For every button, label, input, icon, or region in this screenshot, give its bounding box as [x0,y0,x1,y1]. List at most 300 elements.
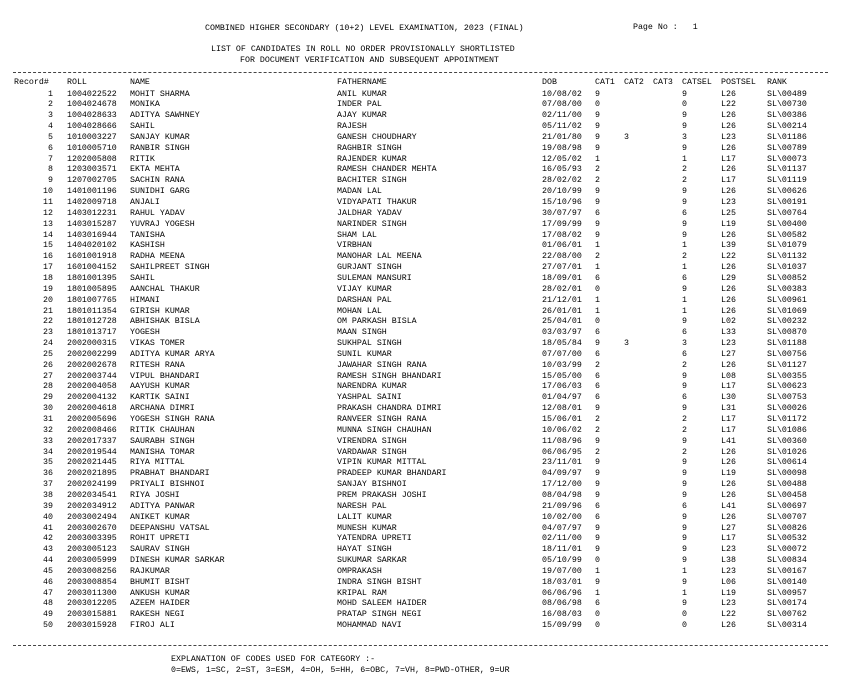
cell-roll: 2002021445 [67,458,117,468]
cell-fathername: VIJAY KUMAR [337,284,392,294]
cell-cat1: 0 [595,317,600,327]
cell-cat1: 6 [595,501,600,511]
cell-rank: SL\00355 [767,371,807,381]
cell-cat1: 9 [595,230,600,240]
cell-name: SUNIDHI GARG [130,187,190,197]
cell-fathername: VIRENDRA SINGH [337,436,407,446]
cell-catsel: 1 [682,295,687,305]
cell-name: RADHA MEENA [130,252,185,262]
cell-roll: 2002008466 [67,425,117,435]
cell-rank: SL\00789 [767,143,807,153]
cell-rank: SL\01137 [767,165,807,175]
cell-fathername: RAJENDER KUMAR [337,154,407,164]
cell-fathername: AJAY KUMAR [337,111,387,121]
cell-fathername: NARESH PAL [337,501,387,511]
cell-postsel: L26 [721,89,736,99]
cell-postsel: L26 [721,122,736,132]
cell-dob: 15/06/01 [542,415,582,424]
cell-postsel: L30 [721,393,736,403]
cell-dob: 17/12/00 [542,480,582,490]
cell-dob: 10/06/02 [542,425,582,435]
cell-name: SAURAV SINGH [130,545,190,555]
table-row [0,426,844,437]
cell-dob: 01/06/01 [542,241,582,251]
cell-record: 2 [48,100,53,110]
cell-cat1: 6 [595,371,600,381]
cell-cat1: 9 [595,89,600,99]
cell-postsel: L26 [721,295,736,305]
table-row [0,165,844,176]
cell-catsel: 9 [682,534,687,544]
cell-fathername: PREM PRAKASH JOSHI [337,490,427,500]
cell-postsel: L38 [721,556,736,566]
cell-name: MONIKA [130,100,160,110]
cell-postsel: L26 [721,447,736,457]
cell-fathername: PRATAP SINGH NEGI [337,610,422,620]
cell-cat2: 3 [624,132,629,142]
cell-postsel: L22 [721,610,736,620]
cell-rank: SL\00232 [767,317,807,327]
cell-roll: 1004028666 [67,122,117,132]
cell-cat1: 9 [595,111,600,121]
cell-record: 22 [43,317,53,327]
col-header-cat3: CAT3 [653,78,673,87]
cell-record: 33 [43,436,53,446]
cell-rank: SL\00098 [767,469,807,479]
cell-catsel: 1 [682,588,687,598]
cell-rank: SL\00626 [767,187,807,197]
cell-dob: 15/05/00 [542,371,582,381]
cell-name: KARTIK SAINI [130,393,190,403]
table-row [0,231,844,242]
cell-roll: 2003003395 [67,534,117,544]
cell-fathername: INDRA SINGH BISHT [337,577,422,587]
table-row [0,437,844,448]
cell-name: FIROJ ALI [130,621,175,631]
cell-record: 34 [43,447,53,457]
cell-record: 42 [43,534,53,544]
cell-dob: 16/08/03 [542,610,582,620]
cell-dob: 23/11/01 [542,458,582,468]
cell-record: 16 [43,252,53,262]
cell-catsel: 9 [682,219,687,229]
table-row [0,458,844,469]
cell-cat1: 2 [595,165,600,175]
cell-fathername: MOHAMMAD NAVI [337,621,402,631]
cell-name: SAHIL [130,273,155,283]
cell-postsel: L17 [721,382,736,392]
cell-cat1: 9 [595,219,600,229]
cell-fathername: MOHD SALEEM HAIDER [337,599,427,609]
cell-rank: SL\00488 [767,480,807,490]
cell-dob: 18/05/84 [542,339,582,349]
cell-fathername: VIPIN KUMAR MITTAL [337,458,427,468]
cell-postsel: L29 [721,273,736,283]
cell-cat1: 9 [595,187,600,197]
cell-catsel: 9 [682,523,687,533]
cell-roll: 1801001395 [67,273,117,283]
table-row [0,307,844,318]
cell-roll: 2003015881 [67,610,117,620]
cell-roll: 2003002670 [67,523,117,533]
cell-catsel: 9 [682,512,687,522]
cell-roll: 1601004152 [67,263,117,273]
cell-dob: 21/09/96 [542,501,582,511]
cell-name: MOHIT SHARMA [130,89,190,99]
col-header-name: NAME [130,78,150,87]
cell-catsel: 9 [682,111,687,121]
cell-dob: 27/07/01 [542,263,582,273]
cell-roll: 2002000315 [67,339,117,349]
cell-name: RIYA MITTAL [130,458,185,468]
cell-roll: 1801007765 [67,295,117,305]
cell-rank: SL\00383 [767,284,807,294]
cell-rank: SL\01037 [767,263,807,273]
cell-fathername: MUNNA SINGH CHAUHAN [337,425,432,435]
cell-name: ANJALI [130,198,160,207]
cell-cat1: 2 [595,252,600,262]
cell-postsel: L26 [721,490,736,500]
cell-catsel: 1 [682,263,687,273]
cell-fathername: VIRBHAN [337,241,372,251]
cell-catsel: 9 [682,469,687,479]
table-row [0,317,844,328]
table-row [0,469,844,480]
cell-record: 18 [43,273,53,283]
cell-record: 15 [43,241,53,251]
cell-roll: 1010003227 [67,132,117,142]
cell-catsel: 0 [682,621,687,631]
cell-name: BHUMIT BISHT [130,577,190,587]
table-row [0,404,844,415]
cell-record: 41 [43,523,53,533]
cell-cat1: 0 [595,100,600,110]
cell-fathername: SUKUMAR SARKAR [337,556,407,566]
cell-postsel: L02 [721,317,736,327]
table-row [0,263,844,274]
cell-dob: 06/06/95 [542,447,582,457]
cell-dob: 18/09/01 [542,273,582,283]
cell-fathername: SANJAY BISHNOI [337,480,407,490]
table-row [0,328,844,339]
cell-cat1: 9 [595,545,600,555]
cell-name: ADITYA KUMAR ARYA [130,349,215,359]
cell-fathername: YATENDRA UPRETI [337,534,412,544]
cell-rank: SL\00623 [767,382,807,392]
cell-catsel: 6 [682,208,687,218]
cell-fathername: RAGHBIR SINGH [337,143,402,153]
cell-roll: 1601001918 [67,252,117,262]
cell-record: 21 [43,306,53,316]
table-row [0,545,844,556]
cell-cat1: 6 [595,208,600,218]
cell-name: RITESH RANA [130,360,185,370]
cell-roll: 1010005710 [67,143,117,153]
cell-postsel: L33 [721,328,736,338]
cell-postsel: L26 [721,458,736,468]
cell-name: ABHISHAK BISLA [130,317,200,327]
cell-roll: 1202005808 [67,154,117,164]
cell-catsel: 9 [682,545,687,555]
table-row [0,296,844,307]
cell-rank: SL\00762 [767,610,807,620]
cell-dob: 21/01/80 [542,132,582,142]
cell-rank: SL\01069 [767,306,807,316]
cell-fathername: SULEMAN MANSURI [337,273,412,283]
cell-cat1: 9 [595,436,600,446]
cell-fathername: OM PARKASH BISLA [337,317,417,327]
cell-roll: 1402009718 [67,198,117,207]
cell-roll: 1004022522 [67,89,117,99]
cell-name: KASHISH [130,241,165,251]
cell-cat1: 9 [595,577,600,587]
cell-catsel: 9 [682,187,687,197]
cell-record: 9 [48,176,53,186]
cell-rank: SL\00174 [767,599,807,609]
cell-rank: SL\00167 [767,566,807,576]
cell-catsel: 2 [682,447,687,457]
cell-record: 47 [43,588,53,598]
cell-name: YOGESH [130,328,160,338]
cell-dob: 18/11/01 [542,545,582,555]
cell-name: AANCHAL THAKUR [130,284,200,294]
cell-dob: 17/08/02 [542,230,582,240]
cell-name: PRIYALI BISHNOI [130,480,205,490]
cell-catsel: 6 [682,349,687,359]
explanation-title: EXPLANATION OF CODES USED FOR CATEGORY :- [171,655,376,664]
cell-roll: 1801012728 [67,317,117,327]
cell-postsel: L26 [721,480,736,490]
cell-catsel: 2 [682,176,687,186]
cell-name: ARCHANA DIMRI [130,404,195,414]
cell-cat1: 6 [595,273,600,283]
cell-dob: 10/02/00 [542,512,582,522]
cell-fathername: RAMESH CHANDER MEHTA [337,165,437,175]
cell-record: 49 [43,610,53,620]
cell-record: 50 [43,621,53,631]
cell-catsel: 9 [682,198,687,207]
cell-roll: 1207002705 [67,176,117,186]
cell-rank: SL\00400 [767,219,807,229]
cell-postsel: L19 [721,469,736,479]
cell-cat1: 9 [595,122,600,132]
cell-record: 24 [43,339,53,349]
cell-dob: 03/03/97 [542,328,582,338]
cell-postsel: L23 [721,198,736,207]
cell-roll: 1801005895 [67,284,117,294]
cell-roll: 1403012231 [67,208,117,218]
cell-cat1: 6 [595,328,600,338]
cell-cat1: 9 [595,198,600,207]
table-row [0,448,844,459]
cell-dob: 26/01/01 [542,306,582,316]
table-row [0,176,844,187]
cell-record: 36 [43,469,53,479]
cell-postsel: L17 [721,176,736,186]
cell-dob: 04/09/97 [542,469,582,479]
cell-cat1: 6 [595,393,600,403]
cell-catsel: 9 [682,458,687,468]
cell-rank: SL\00360 [767,436,807,446]
cell-fathername: VIDYAPATI THAKUR [337,198,417,207]
cell-dob: 12/08/01 [542,404,582,414]
cell-rank: SL\01132 [767,252,807,262]
cell-record: 27 [43,371,53,381]
cell-roll: 1801011354 [67,306,117,316]
table-row [0,524,844,535]
table-row [0,382,844,393]
cell-name: ANIKET KUMAR [130,512,190,522]
cell-record: 38 [43,490,53,500]
cell-roll: 2003008854 [67,577,117,587]
cell-fathername: MANOHAR LAL MEENA [337,252,422,262]
cell-postsel: L19 [721,219,736,229]
cell-rank: SL\00458 [767,490,807,500]
cell-catsel: 9 [682,490,687,500]
cell-dob: 28/02/02 [542,176,582,186]
cell-fathername: OMPRAKASH [337,566,382,576]
cell-dob: 04/07/97 [542,523,582,533]
cell-catsel: 9 [682,122,687,132]
cell-roll: 2002034541 [67,490,117,500]
cell-record: 32 [43,425,53,435]
cell-rank: SL\00961 [767,295,807,305]
cell-dob: 11/08/96 [542,436,582,446]
cell-name: RAJKUMAR [130,566,170,576]
table-row [0,122,844,133]
cell-record: 46 [43,577,53,587]
cell-postsel: L19 [721,588,736,598]
cell-name: ADITYA PANWAR [130,501,195,511]
cell-name: PRABHAT BHANDARI [130,469,210,479]
cell-postsel: L23 [721,339,736,349]
cell-postsel: L26 [721,165,736,175]
cell-cat1: 6 [595,599,600,609]
cell-catsel: 0 [682,100,687,110]
cell-cat1: 0 [595,621,600,631]
cell-name: HIMANI [130,295,160,305]
cell-rank: SL\00707 [767,512,807,522]
cell-fathername: MOHAN LAL [337,306,382,316]
cell-name: RANBIR SINGH [130,143,190,153]
cell-dob: 20/10/99 [542,187,582,197]
cell-rank: SL\01086 [767,425,807,435]
cell-roll: 2003011300 [67,588,117,598]
cell-dob: 10/03/99 [542,360,582,370]
cell-record: 40 [43,512,53,522]
cell-name: SAHIL [130,122,155,132]
table-row [0,491,844,502]
cell-postsel: L06 [721,577,736,587]
cell-roll: 1403016944 [67,230,117,240]
cell-name: RITIK CHAUHAN [130,425,195,435]
cell-roll: 2002005696 [67,415,117,424]
cell-name: DEEPANSHU VATSAL [130,523,210,533]
cell-rank: SL\01127 [767,360,807,370]
cell-dob: 15/09/99 [542,621,582,631]
cell-record: 10 [43,187,53,197]
cell-roll: 1403015287 [67,219,117,229]
cell-catsel: 9 [682,404,687,414]
cell-cat1: 9 [595,490,600,500]
cell-postsel: L27 [721,349,736,359]
cell-roll: 2002002299 [67,349,117,359]
cell-rank: SL\00730 [767,100,807,110]
cell-postsel: L17 [721,534,736,544]
cell-rank: SL\01079 [767,241,807,251]
cell-record: 23 [43,328,53,338]
cell-postsel: L23 [721,599,736,609]
cell-catsel: 2 [682,415,687,424]
table-row [0,361,844,372]
cell-dob: 02/11/00 [542,534,582,544]
cell-roll: 2002024199 [67,480,117,490]
cell-roll: 2002017337 [67,436,117,446]
cell-record: 48 [43,599,53,609]
table-row [0,589,844,600]
cell-record: 7 [48,154,53,164]
cell-catsel: 9 [682,382,687,392]
cell-name: VIPUL BHANDARI [130,371,200,381]
cell-catsel: 9 [682,230,687,240]
cell-postsel: L26 [721,512,736,522]
cell-cat1: 2 [595,176,600,186]
cell-catsel: 6 [682,501,687,511]
cell-record: 26 [43,360,53,370]
cell-fathername: GANESH CHOUDHARY [337,132,417,142]
cell-record: 14 [43,230,53,240]
cell-postsel: L39 [721,241,736,251]
cell-record: 31 [43,415,53,424]
cell-roll: 2002002678 [67,360,117,370]
cell-postsel: L41 [721,436,736,446]
table-row [0,209,844,220]
list-title-line-2: FOR DOCUMENT VERIFICATION AND SUBSEQUENT APPOINTMENT [240,56,499,65]
cell-fathername: RAJESH [337,122,367,132]
cell-postsel: L26 [721,230,736,240]
cell-postsel: L26 [721,187,736,197]
page-label: Page No : [632,23,678,32]
cell-name: RAHUL YADAV [130,208,185,218]
cell-name: EKTA MEHTA [130,165,180,175]
cell-record: 3 [48,111,53,121]
cell-fathername: HAYAT SINGH [337,545,392,555]
cell-postsel: L25 [721,208,736,218]
cell-rank: SL\00826 [767,523,807,533]
cell-rank: SL\00532 [767,534,807,544]
cell-catsel: 9 [682,89,687,99]
cell-dob: 19/08/98 [542,143,582,153]
cell-catsel: 9 [682,284,687,294]
col-header-dob: DOB [542,78,557,87]
cell-rank: SL\00834 [767,556,807,566]
col-header-fathername: FATHERNAME [337,78,387,87]
cell-cat1: 9 [595,339,600,349]
cell-fathername: SUNIL KUMAR [337,349,392,359]
cell-cat1: 1 [595,241,600,251]
cell-record: 20 [43,295,53,305]
cell-catsel: 1 [682,566,687,576]
cell-record: 25 [43,349,53,359]
table-row [0,502,844,513]
cell-catsel: 9 [682,577,687,587]
cell-dob: 01/04/97 [542,393,582,403]
cell-roll: 2002004132 [67,393,117,403]
cell-cat1: 6 [595,349,600,359]
cell-dob: 05/11/02 [542,122,582,132]
cell-record: 39 [43,501,53,511]
cell-roll: 2002003744 [67,371,117,381]
